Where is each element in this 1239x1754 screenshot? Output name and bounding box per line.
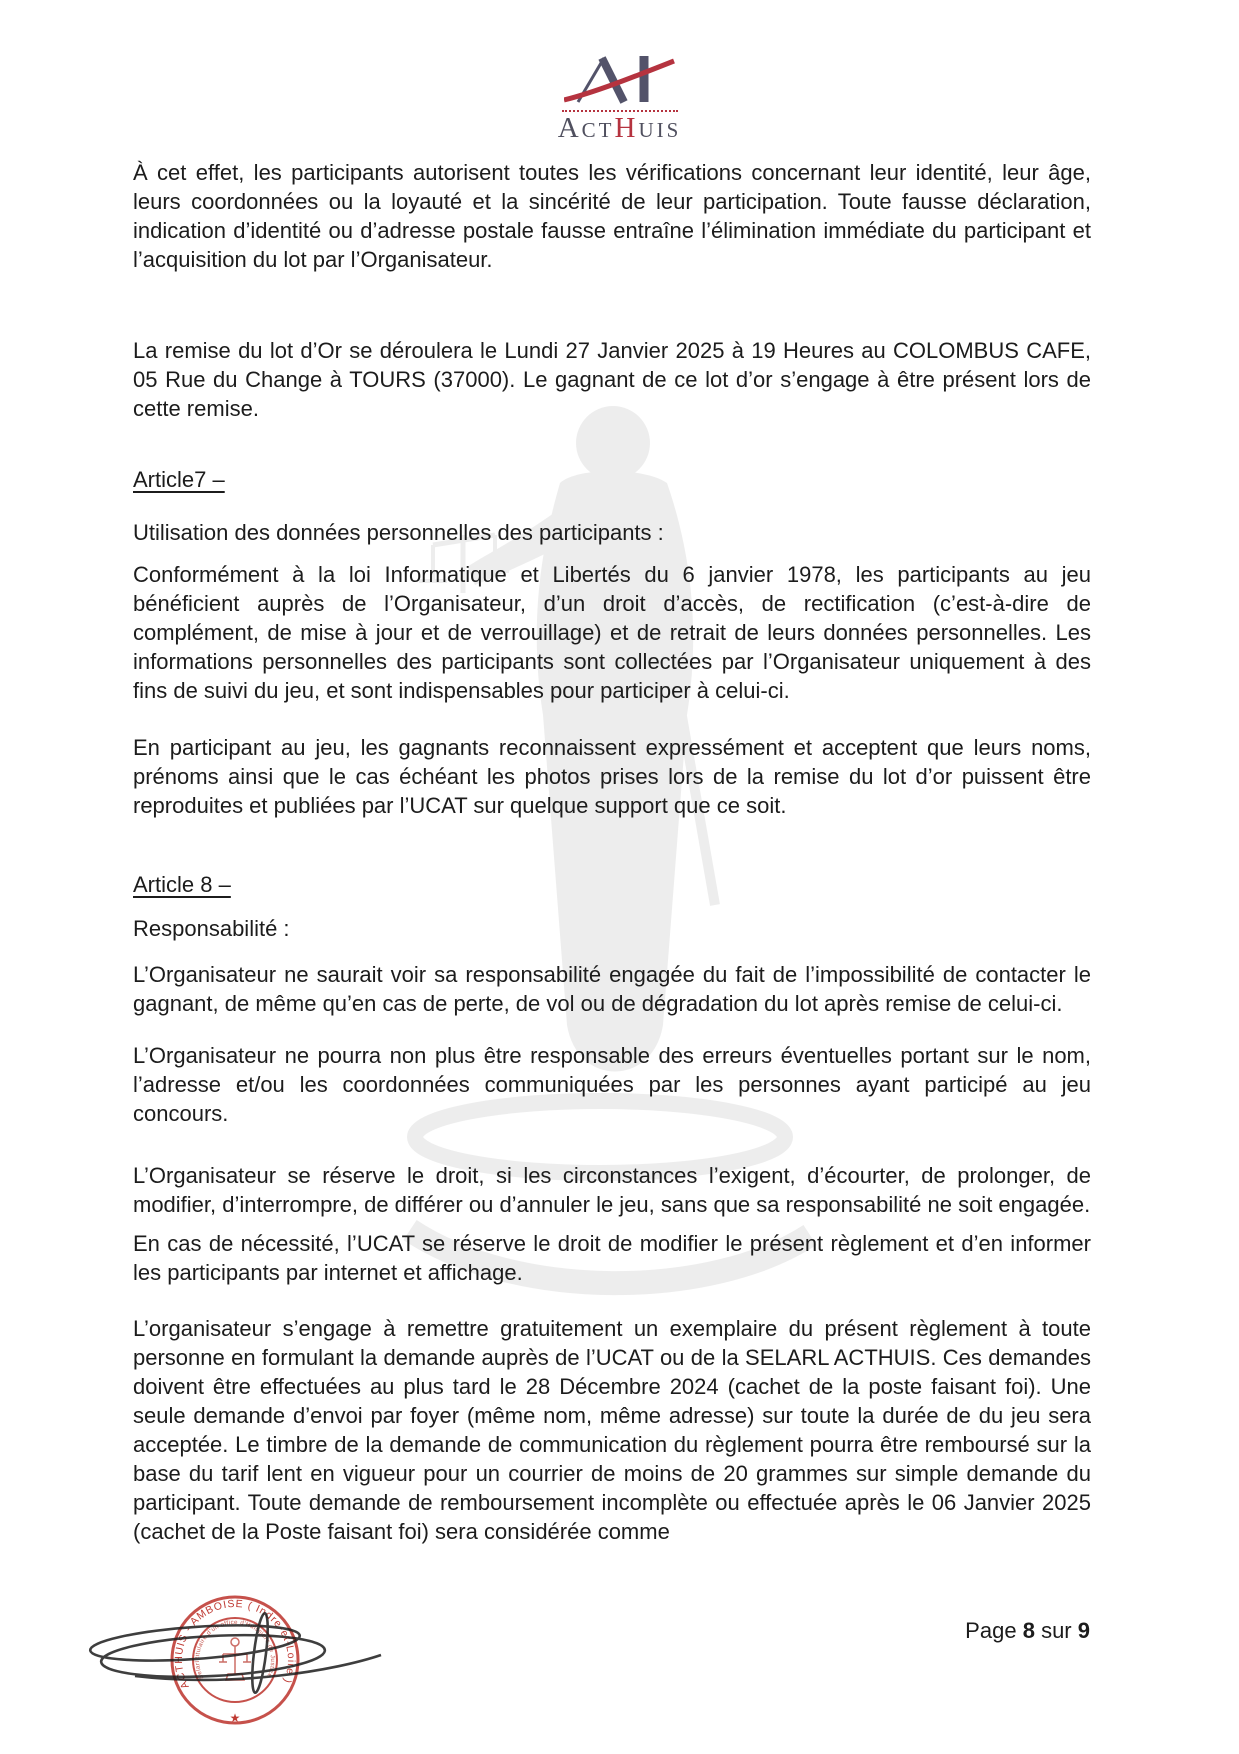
acthuis-monogram-icon: [564, 52, 676, 106]
brand-logo: [0, 52, 1239, 143]
paragraph-loi-informatique: Conformément à la loi Informatique et Libertés du 6 janvier 1978, les participants au jeu bénéficient auprès de l’Organisateur, d’un droit d’accès, de rectification (c’est-à-dire de complément, de mise à jour et de verrouillage) et de retrait de leurs données personnelles. Les informations personnelles des participants sont collectées par l’Organisateur uniquement à des fins de suivi du jeu, et sont indispensables pour participer à celui-ci.: [133, 562, 1091, 703]
wordmark-h: H: [614, 112, 639, 144]
article7-heading: Article7 –: [133, 467, 225, 492]
paragraph-verifications: À cet effet, les participants autorisent toutes les vérifications concernant leur identité, leur âge, leurs coordonnées ou la loyauté et la sincérité de leur participation. Toute fausse déclaration, indication d’identité ou d’adresse postale fausse entraîne l’élimination immédiate du participant et l’acquisition du lot par l’Organisateur.: [133, 160, 1091, 272]
current-page-number: 8: [1022, 1618, 1035, 1643]
paragraph-erreurs: L’Organisateur ne pourra non plus être responsable des erreurs éventuelles portant sur le nom, l’adresse et/ou les coordonnées communiquées par les personnes ayant participé au jeu concours.: [133, 1043, 1091, 1126]
page-number: [965, 1618, 1090, 1644]
sur-word: sur: [1041, 1618, 1072, 1643]
total-pages-number: 9: [1077, 1618, 1090, 1643]
handwritten-signature: [75, 1598, 405, 1708]
wordmark-uis: UIS: [638, 118, 682, 142]
document-body: [133, 158, 1091, 1546]
wordmark-initial: A: [557, 112, 582, 144]
paragraph-remboursement: L’organisateur s’engage à remettre gratuitement un exemplaire du présent règlement à toute personne en formulant la demande auprès de l’UCAT ou de la SELARL ACTHUIS. Ces demandes doivent être effectuées au plus tard le 28 Décembre 2024 (cachet de la poste faisant foi). Une seule demande d’envoi par foyer (même nom, même adresse) sur toute la durée de du jeu sera acceptée. Le timbre de la demande de communication du règlement pourra être remboursé sur la base du tarif lent en vigueur pour un courrier de moins de 20 grammes sur simple demande du participant. Toute demande de remboursement incomplète ou effectuée après le 06 Janvier 2025 (cachet de la Poste faisant foi) sera considérée comme: [133, 1316, 1091, 1544]
wordmark-ct: CT: [581, 118, 615, 142]
stamp-star-icon: ★: [229, 1711, 241, 1725]
paragraph-utilisation-donnees: Utilisation des données personnelles des participants :: [133, 520, 664, 545]
paragraph-droit-image: En participant au jeu, les gagnants reconnaissent expressément et acceptent que leurs noms, prénoms ainsi que le cas échéant les photos prises lors de la remise du lot d’or puissent être reproduites et publiées par l’UCAT sur quelque support que ce soit.: [133, 735, 1091, 818]
article8-heading: Article 8 –: [133, 872, 231, 897]
brand-wordmark: [558, 114, 682, 143]
paragraph-responsabilite-label: Responsabilité :: [133, 916, 290, 941]
page-word: Page: [965, 1618, 1017, 1643]
paragraph-modification-jeu: L’Organisateur se réserve le droit, si les circonstances l’exigent, d’écourter, de prolonger, de modifier, d’interrompre, de différer ou d’annuler le jeu, sans que sa responsabilité ne soit engagée.: [133, 1163, 1091, 1217]
stamp-outer-ring-text: ACTHUIS - AMBOISE ( Indre-et-Loire ): [172, 1597, 298, 1691]
stamp-inner-ring-text: Selarl titulaire d'un office d'Huissiers de Justice: [193, 1619, 277, 1681]
paragraph-remise-lot-or: La remise du lot d’Or se déroulera le Lundi 27 Janvier 2025 à 19 Heures au COLOMBUS CAFE, 05 Rue du Change à TOURS (37000). Le gagnant de ce lot d’or s’engage à être présent lors de cette remise.: [133, 338, 1091, 421]
paragraph-responsabilite-contact: L’Organisateur ne saurait voir sa responsabilité engagée du fait de l’impossibilité de contacter le gagnant, de même qu’en cas de perte, de vol ou de dégradation du lot après remise de celui-ci.: [133, 962, 1091, 1016]
paragraph-modification-reglement: En cas de nécessité, l’UCAT se réserve le droit de modifier le présent règlement et d’en informer les participants par internet et affichage.: [133, 1231, 1091, 1285]
